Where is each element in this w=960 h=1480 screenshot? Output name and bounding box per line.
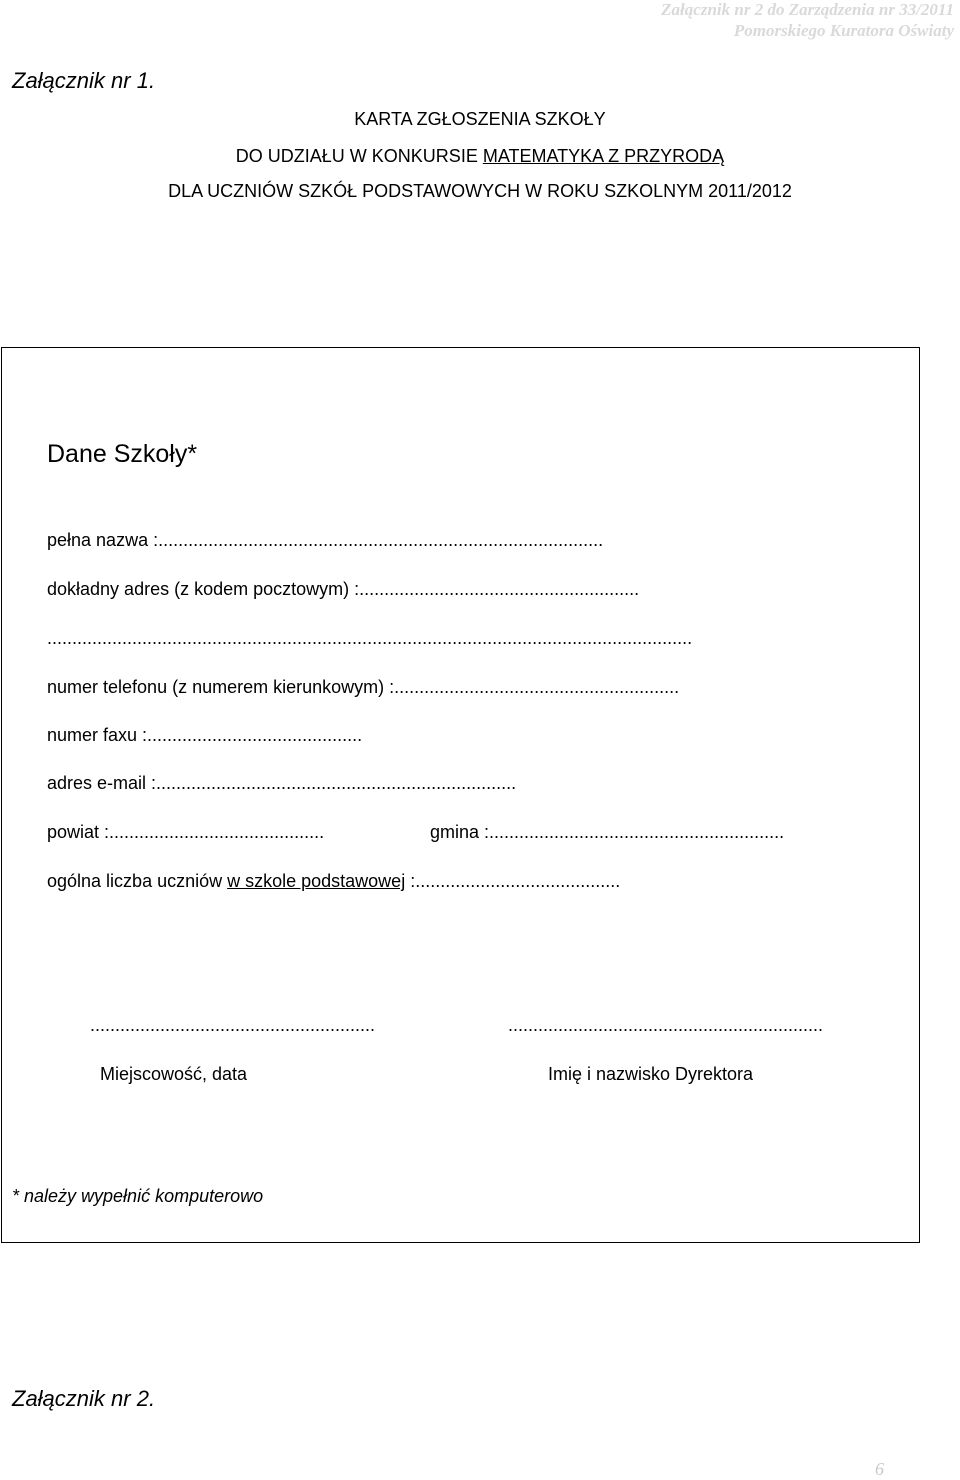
competition-name: MATEMATYKA Z PRZYRODĄ <box>482 146 725 166</box>
attachment-label-1: Załącznik nr 1. <box>12 68 156 93</box>
address-continuation-field: ................................................................................................................................. <box>47 628 693 648</box>
pupil-count-field <box>47 871 620 892</box>
place-date-label: Miejscowość, data <box>100 1064 248 1084</box>
phone-field: numer telefonu (z numerem kierunkowym) :......................................................... <box>47 677 680 697</box>
school-form-box <box>1 347 920 1243</box>
title-line-3: DLA UCZNIÓW SZKÓŁ PODSTAWOWYCH W ROKU SZKOLNYM 2011/2012 <box>168 181 792 201</box>
place-date-dots: ......................................................... <box>90 1015 376 1035</box>
email-field: adres e-mail :........................................................................ <box>47 773 517 793</box>
fax-field: numer faxu :........................................... <box>47 725 363 745</box>
district-field: powiat :........................................... <box>47 822 325 842</box>
director-dots: ............................................................... <box>508 1015 824 1035</box>
header-note-line1: Załącznik nr 2 do Zarządzenia nr 33/2011 <box>661 0 954 19</box>
commune-field: gmina :........................................................... <box>430 822 785 842</box>
pupil-count-prefix: ogólna liczba uczniów <box>47 871 228 891</box>
title-line-1: KARTA ZGŁOSZENIA SZKOŁY <box>354 109 606 129</box>
pupil-count-underlined: w szkole podstawowej <box>227 871 406 891</box>
page-number: 6 <box>875 1459 884 1479</box>
footnote: * należy wypełnić komputerowo <box>12 1186 264 1206</box>
header-note-line2: Pomorskiego Kuratora Oświaty <box>733 21 954 40</box>
address-field: dokładny adres (z kodem pocztowym) :........................................................ <box>47 579 640 599</box>
full-name-field: pełna nazwa :......................................................................................... <box>47 530 604 550</box>
attachment-label-2: Załącznik nr 2. <box>12 1386 156 1411</box>
section-title: Dane Szkoły* <box>47 440 198 468</box>
title-line-2-prefix: DO UDZIAŁU W KONKURSIE <box>235 146 483 166</box>
director-label: Imię i nazwisko Dyrektora <box>548 1064 754 1084</box>
title-line-2 <box>0 146 960 167</box>
pupil-count-suffix: :......................................... <box>405 871 621 891</box>
